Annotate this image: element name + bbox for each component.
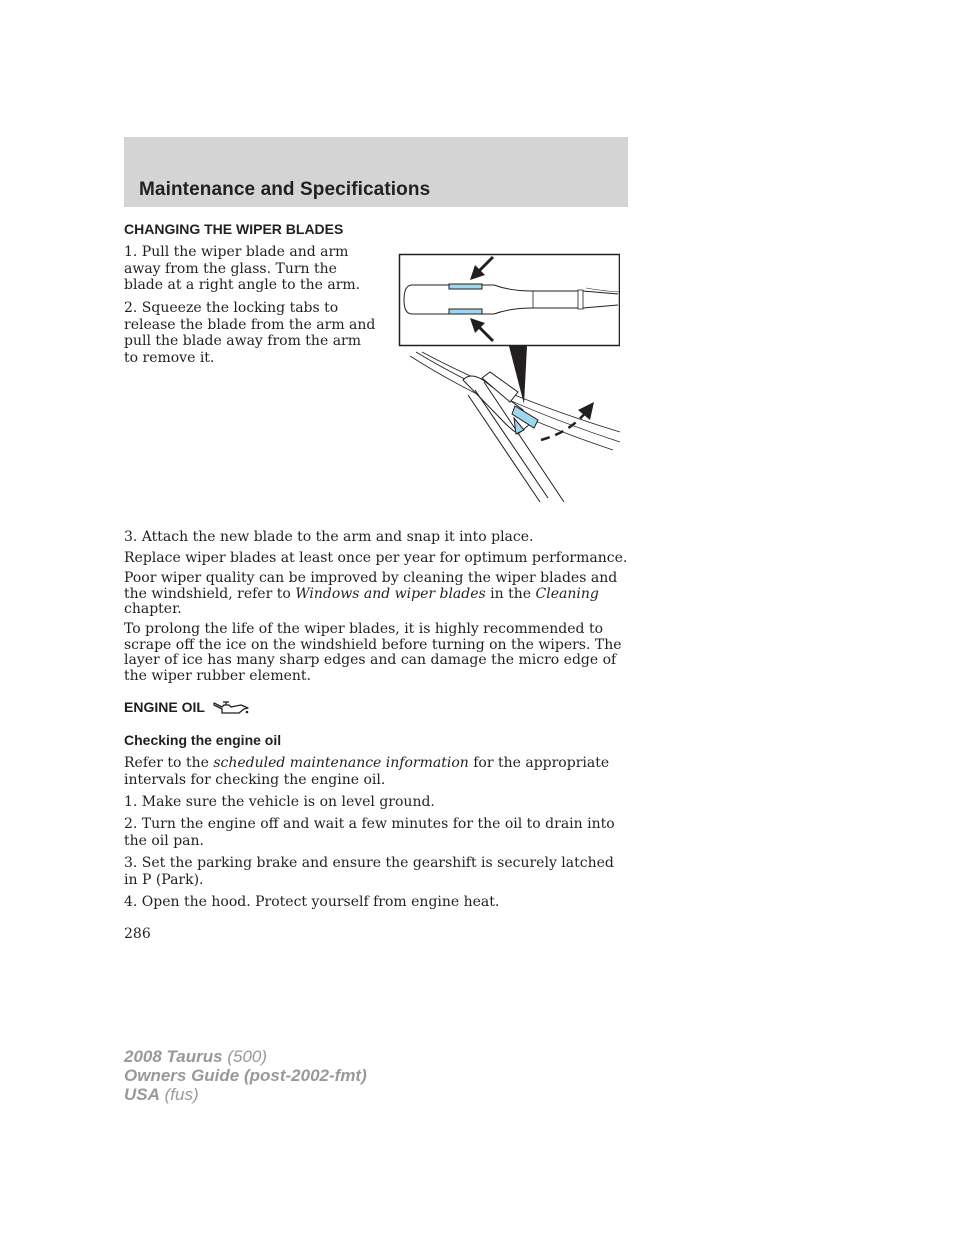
wiper-quality-text-b: in the (485, 585, 536, 602)
windows-wiper-reference: Windows and wiper blades (295, 585, 486, 602)
oil-refer-note (124, 755, 629, 788)
engine-oil-heading (124, 699, 251, 719)
wiper-step-1: 1. Pull the wiper blade and arm away from the glass. Turn the blade at a right angle to the arm. (124, 244, 361, 293)
footer-market-line (124, 1085, 367, 1104)
engine-oil-heading-text: ENGINE OIL (124, 699, 205, 715)
oil-step-2: 2. Turn the engine off and wait a few minutes for the oil to drain into the oil pan. (124, 816, 615, 849)
document-footer (124, 1047, 367, 1104)
oil-refer-text-b: for the appropriate intervals for checking the engine oil. (124, 755, 610, 788)
page-number: 286 (124, 926, 151, 942)
checking-oil-subheading: Checking the engine oil (124, 732, 282, 748)
wiper-step-2: 2. Squeeze the locking tabs to release the blade from the arm and pull the blade away from the arm to remove it. (124, 300, 376, 366)
oil-step-4: 4. Open the hood. Protect yourself from engine heat. (124, 894, 500, 910)
wiper-replace-note: Replace wiper blades at least once per year for optimum performance. (124, 550, 628, 566)
footer-model-line (124, 1047, 367, 1066)
oil-can-icon (211, 700, 251, 719)
footer-guide-line (124, 1066, 367, 1085)
wiper-step-3: 3. Attach the new blade to the arm and snap it into place. (124, 529, 534, 545)
wiper-heading: CHANGING THE WIPER BLADES (124, 221, 344, 237)
wiper-quality-text-a: Poor wiper quality can be improved by cleaning the wiper blades and the windshield, refer to (124, 570, 618, 602)
oil-refer-text-a: Refer to the (124, 755, 214, 771)
footer-market: USA (124, 1085, 160, 1104)
section-title: Maintenance and Specifications (139, 179, 431, 200)
footer-model: 2008 Taurus (124, 1047, 223, 1066)
wiper-quality-note (124, 571, 629, 618)
section-header-band (124, 137, 628, 207)
footer-guide: Owners Guide (post-2002-fmt) (124, 1066, 367, 1085)
wiper-quality-text-c: chapter. (124, 601, 182, 617)
scheduled-maintenance-reference: scheduled maintenance information (213, 755, 469, 771)
wiper-ice-note: To prolong the life of the wiper blades, it is highly recommended to scrape off the ice on the windshield before turning on the wipers. The layer of ice has many sharp edges and can damage the micro edge of the wiper rubber element. (124, 621, 622, 684)
oil-step-1: 1. Make sure the vehicle is on level ground. (124, 794, 435, 810)
footer-model-code: (500) (227, 1047, 268, 1066)
wiper-diagram (398, 252, 620, 507)
wiper-blade-illustration (398, 252, 620, 507)
footer-market-code: (fus) (164, 1085, 199, 1104)
oil-step-3: 3. Set the parking brake and ensure the gearshift is securely latched in P (Park). (124, 855, 614, 888)
cleaning-reference: Cleaning (535, 585, 599, 602)
